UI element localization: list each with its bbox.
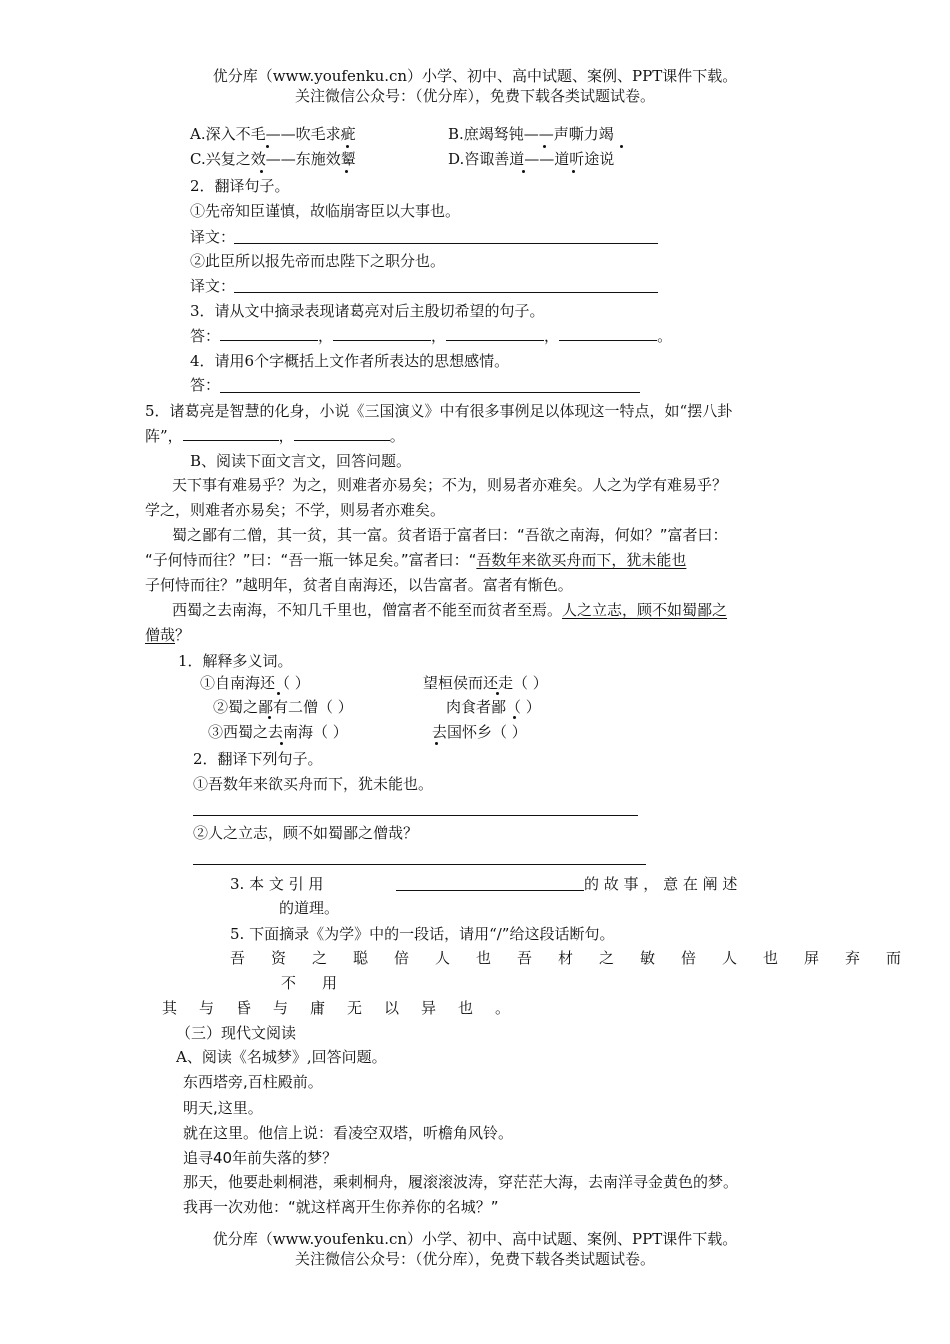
passage-text: 西蜀之去南海，不知几千里也，僧富者不能至而贫者至焉。: [172, 601, 563, 619]
answer-line[interactable]: [193, 815, 638, 816]
emphasis-dot: [513, 716, 516, 719]
passage-p1-line1: 天下事有难易乎？为之，则难者亦易矣；不为，则易者亦难矣。人之为学有难易乎？: [172, 476, 728, 494]
answer-line[interactable]: [220, 392, 640, 393]
b1-item-3b: 去国怀乡（ ）: [432, 723, 527, 741]
b5-title: 5. 下面摘录《为学》中的一段话，请用“/”给这段话断句。: [230, 925, 615, 943]
b3-line-1-start: 3. 本 文 引 用: [230, 875, 324, 893]
answer-line[interactable]: [193, 864, 646, 865]
b1-item-3a: ③西蜀之去南海（ ）: [208, 723, 348, 741]
passage-p3-line2: [145, 625, 190, 645]
section-3-title: （三）现代文阅读: [176, 1024, 297, 1042]
passage-p3-line1: [172, 600, 727, 620]
q2-sentence-1: ①先帝知臣谨慎，故临崩寄臣以大事也。: [190, 202, 461, 220]
q5-line-1: 5．诸葛亮是智慧的化身，小说《三国演义》中有很多事例足以体现这一特点，如“摆八卦: [145, 402, 733, 420]
b2-sentence-2: ②人之立志，顾不如蜀鄙之僧哉？: [193, 824, 419, 842]
modern-text-line-2: 明天,这里。: [183, 1099, 263, 1117]
emphasis-dot: [496, 692, 499, 695]
q3-title: 3．请从文中摘录表现诸葛亮对后主殷切希望的句子。: [190, 302, 545, 320]
emphasis-dot: [522, 170, 525, 173]
section-3-subtitle: A、阅读《名城梦》,回答问题。: [176, 1048, 387, 1066]
passage-p2-line3: 子何恃而往？”越明年，贫者自南海还，以告富者。富者有惭色。: [145, 576, 573, 594]
separator: ，: [278, 427, 294, 445]
underlined-sentence: 吾数年来欲买舟而下，犹未能也: [476, 551, 687, 569]
passage-text: “子何恃而往？”曰：“吾一瓶一钵足矣。”富者曰：“: [145, 551, 477, 569]
b2-sentence-1: ①吾数年来欲买舟而下，犹未能也。: [193, 775, 434, 793]
b3-line-1-end: 的 故 事 ， 意 在 阐 述: [584, 875, 738, 893]
footer-line-1: 优分库（www.youfenku.cn）小学、初中、高中试题、案例、PPT课件下载。: [212, 1230, 738, 1248]
underlined-sentence: 僧哉: [145, 626, 176, 644]
emphasis-dot: [268, 716, 271, 719]
answer-blank[interactable]: [294, 426, 390, 441]
emphasis-dot: [345, 170, 348, 173]
emphasis-dot: [266, 145, 269, 148]
answer-blank[interactable]: [220, 326, 318, 341]
q2-translation-label-2: 译文：: [190, 277, 236, 295]
b1-item-2b: 肉食者鄙（ ）: [446, 698, 541, 716]
answer-blank[interactable]: [333, 326, 431, 341]
footer-line-2: 关注微信公众号：（优分库），免费下载各类试题试卷。: [294, 1250, 655, 1268]
answer-line[interactable]: [234, 243, 658, 244]
modern-text-line-5: 那天，他要赴刺桐港，乘刺桐舟，履滚滚波涛，穿茫茫大海，去南洋寻金黄色的梦。: [183, 1173, 739, 1191]
answer-blank[interactable]: [559, 326, 657, 341]
q5-line-2: [145, 426, 405, 446]
separator: ，: [431, 327, 447, 345]
modern-text-line-1: 东西塔旁,百柱殿前。: [183, 1073, 323, 1091]
passage-p1-line2: 学之，则难者亦易矣；不学，则易者亦难矣。: [145, 501, 446, 519]
q5-text: 阵”，: [145, 427, 183, 445]
b2-title: 2．翻译下列句子。: [193, 750, 323, 768]
section-b-title: B、阅读下面文言文，回答问题。: [190, 452, 412, 470]
passage-p2-line1: 蜀之鄙有二僧，其一贫，其一富。贫者语于富者曰：“吾欲之南海，何如？”富者曰：: [172, 526, 728, 544]
q4-answer-label: 答：: [190, 376, 221, 394]
q2-title: 2．翻译句子。: [190, 177, 290, 195]
answer-line[interactable]: [234, 292, 658, 293]
option-a: A.深入不毛——吹毛求疵: [190, 125, 356, 143]
q3-answer-label: 答：: [190, 327, 221, 345]
emphasis-dot: [572, 170, 575, 173]
modern-text-line-3: 就在这里。他信上说：看凌空双塔，听檐角风铃。: [183, 1124, 514, 1142]
emphasis-dot: [435, 742, 438, 745]
underlined-sentence: 人之立志，顾不如蜀鄙之: [562, 601, 728, 619]
b3-line-2: 的道理。: [279, 899, 340, 917]
b1-item-1b: 望桓侯而还走（ ）: [423, 674, 548, 692]
emphasis-dot: [543, 145, 546, 148]
emphasis-dot: [260, 170, 263, 173]
separator: 。: [389, 427, 405, 445]
answer-line[interactable]: [396, 890, 584, 891]
b5-text-line-1: 吾资之聪倍人也吾材之敏倍人也屏弃而: [230, 949, 928, 967]
emphasis-dot: [280, 742, 283, 745]
option-d: D.咨诹善道——道听途说: [448, 150, 615, 168]
emphasis-dot: [346, 145, 349, 148]
header-line-1: 优分库（www.youfenku.cn）小学、初中、高中试题、案例、PPT课件下载。: [212, 67, 738, 85]
b1-item-1a: ①自南海还（ ）: [200, 674, 310, 692]
answer-blank[interactable]: [446, 326, 544, 341]
header-line-2: 关注微信公众号：（优分库），免费下载各类试题试卷。: [294, 87, 655, 105]
separator: ，: [318, 327, 334, 345]
b1-title: 1．解释多义词。: [178, 652, 293, 670]
b1-item-2a: ②蜀之鄙有二僧（ ）: [213, 698, 353, 716]
q3-answer-row: [190, 326, 672, 346]
modern-text-line-4: 追寻40年前失落的梦？: [183, 1149, 338, 1167]
passage-text: ？: [175, 626, 191, 644]
separator: ，: [544, 327, 560, 345]
q4-title: 4．请用6个字概括上文作者所表达的思想感情。: [190, 352, 510, 370]
option-b: B.庶竭驽钝——声嘶力竭: [448, 125, 614, 143]
passage-p2-line2: [145, 550, 686, 570]
emphasis-dot: [277, 692, 280, 695]
option-c: C.兴复之效——东施效颦: [190, 150, 356, 168]
separator: 。: [657, 327, 673, 345]
q2-sentence-2: ②此臣所以报先帝而忠陛下之职分也。: [190, 252, 446, 270]
b5-text-line-3: 其与昏与庸无以异也。: [162, 999, 533, 1017]
b5-text-line-2: 不用: [281, 974, 364, 992]
answer-blank[interactable]: [183, 426, 279, 441]
modern-text-line-6: 我再一次劝他：“就这样离开生你养你的名城？”: [183, 1198, 499, 1216]
emphasis-dot: [620, 145, 623, 148]
q2-translation-label-1: 译文：: [190, 228, 236, 246]
